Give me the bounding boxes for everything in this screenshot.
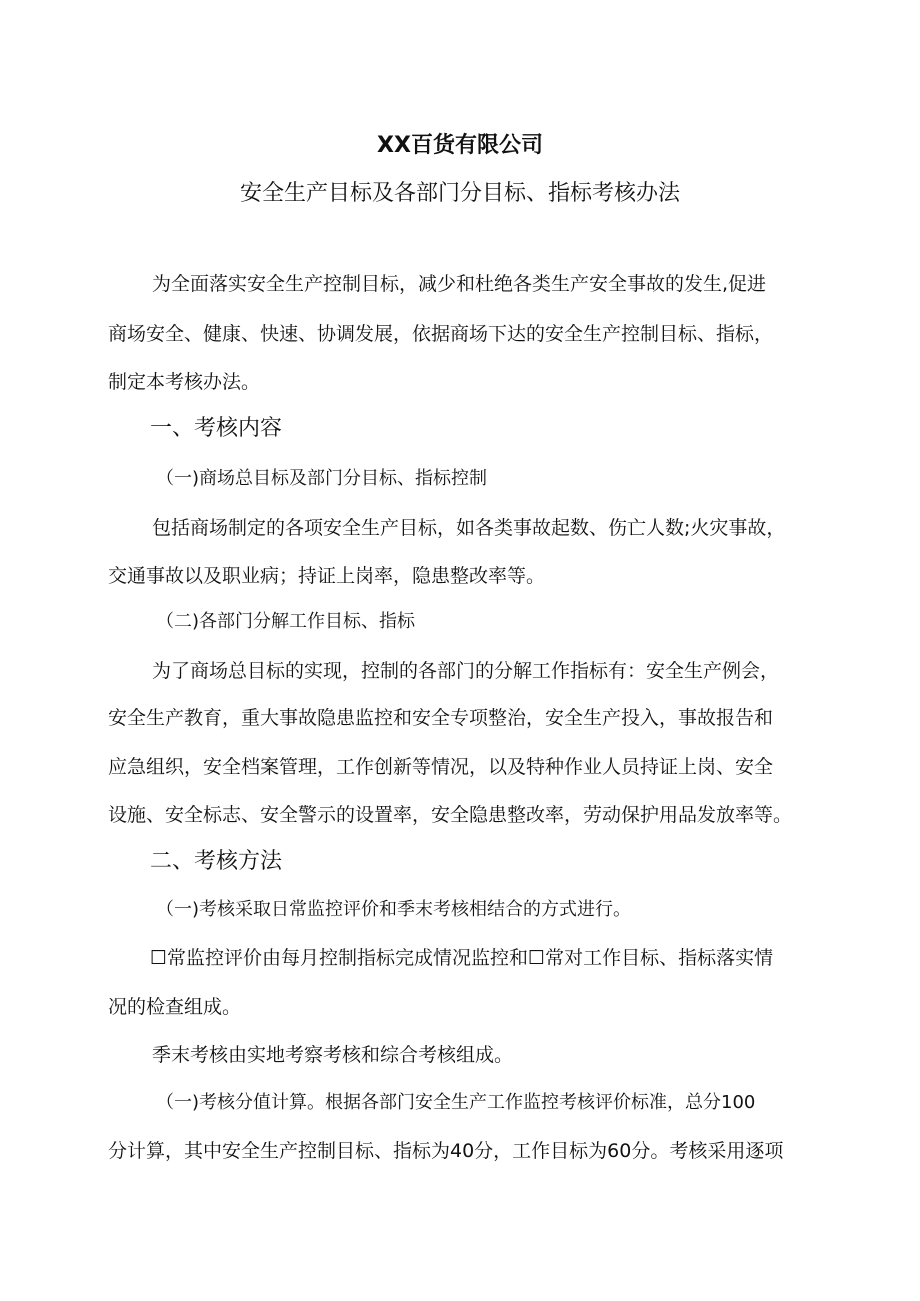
section-1-para-1-line-1: 包括商场制定的各项安全生产目标，如各类事故起数、伤亡人数;火灾事故， <box>152 517 786 539</box>
section-1-heading: 一、考核内容 <box>150 416 283 441</box>
section-1-para-2-line-2: 安全生产教育，重大事故隐患监控和安全专项整治，安全生产投入，事故报告和 <box>108 707 774 729</box>
section-2-para-3: 分计算，其中安全生产控制目标、指标为40分，工作目标为60分。考核采用逐项 <box>108 1140 784 1162</box>
intro-line-3: 制定本考核办法。 <box>108 371 261 393</box>
section-1-sub-1: （一)商场总目标及部门分目标、指标控制 <box>156 468 488 489</box>
section-2-sub-2: （一)考核分值计算。根据各部门安全生产工作监控考核评价标准，总分100 <box>156 1092 756 1113</box>
intro-line-1: 为全面落实安全生产控制目标，减少和杜绝各类生产安全事故的发生,促进 <box>152 273 767 295</box>
section-2-para-2: 季末考核由实地考察考核和综合考核组成。 <box>152 1044 514 1066</box>
section-2-para-1-line-1: ☐常监控评价由每月控制指标完成情况监控和☐常对工作目标、指标落实情 <box>150 947 774 969</box>
section-1-para-2-line-1: 为了商场总目标的实现，控制的各部门的分解工作指标有：安全生产例会， <box>152 660 780 682</box>
section-2-para-1-line-2: 况的检查组成。 <box>108 996 242 1018</box>
intro-line-2: 商场安全、健康、快速、协调发展，依据商场下达的安全生产控制目标、指标， <box>108 323 774 345</box>
document-title: 安全生产目标及各部门分目标、指标考核办法 <box>239 181 680 206</box>
section-1-sub-2: （二)各部门分解工作目标、指标 <box>156 611 416 632</box>
section-2-sub-1: （一)考核采取日常监控评价和季末考核相结合的方式进行。 <box>156 899 632 920</box>
section-1-para-2-line-3: 应急组织，安全档案管理，工作创新等情况，以及特种作业人员持证上岗、安全 <box>108 756 774 778</box>
section-1-para-2-line-4: 设施、安全标志、安全警示的设置率，安全隐患整改率，劳动保护用品发放率等。 <box>108 804 793 826</box>
section-1-para-1-line-2: 交通事故以及职业病；持证上岗率，隐患整改率等。 <box>108 565 546 587</box>
company-title: XX百货有限公司 <box>377 133 543 158</box>
section-2-heading: 二、考核方法 <box>150 849 283 874</box>
